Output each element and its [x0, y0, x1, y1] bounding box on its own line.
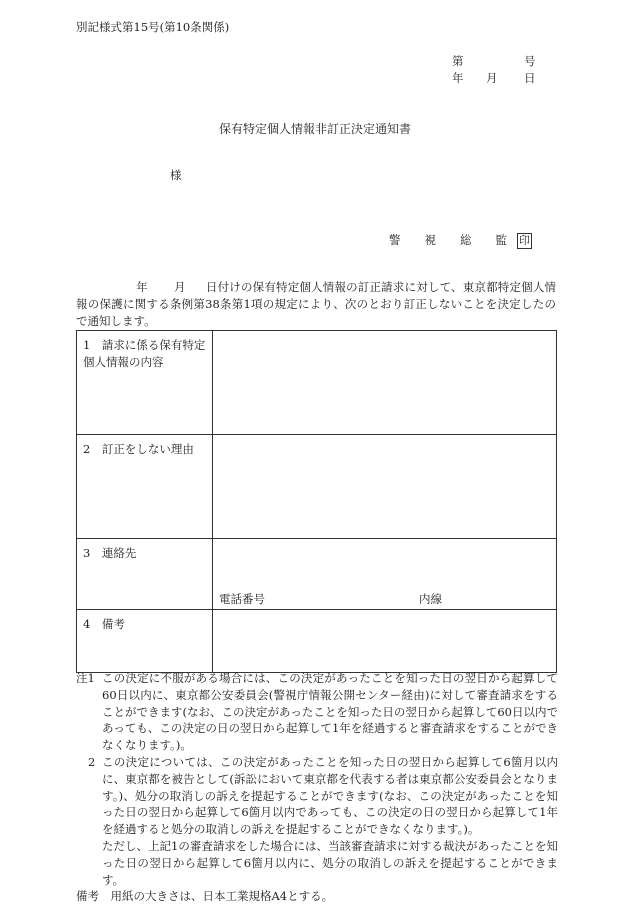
contact-cell — [213, 539, 557, 610]
row-label-reason: 2 訂正をしない理由 — [77, 435, 213, 539]
note-text: ただし、上記1の審査請求をした場合には、当該審査請求に対する裁決があったことを知った日の翌日から起算して6箇月以内に、処分の取消しの訴えを提起することができます。 — [102, 838, 558, 887]
note-item — [76, 838, 558, 888]
phone-label: 電話番号 — [219, 592, 265, 606]
issuer-char-2: 視 — [424, 233, 436, 247]
reason-cell — [213, 435, 557, 539]
paper-size-remark: 備考 用紙の大きさは、日本工業規格A4とする。 — [76, 889, 334, 904]
notice-body — [76, 279, 556, 330]
table-row — [77, 435, 557, 539]
date-day: 日 — [524, 71, 536, 85]
content-cell — [213, 331, 557, 435]
issuer-char-3: 総 — [460, 233, 472, 247]
table-row — [77, 610, 557, 673]
decision-table — [76, 330, 557, 673]
date-year: 年 — [452, 71, 464, 85]
seal-mark: 印 — [519, 234, 530, 247]
table-row — [77, 539, 557, 610]
addressee-suffix: 様 — [170, 168, 182, 182]
row-label-contact: 3 連絡先 — [77, 539, 213, 610]
body-year: 年 — [136, 280, 148, 294]
document-title: 保有特定個人情報非訂正決定通知書 — [218, 122, 411, 136]
body-text: 日付けの保有特定個人情報の訂正請求に対して、東京都特定個人情報の保護に関する条例第38条第1項の規定により、次のとおり訂正しないことを決定したので通知します。 — [76, 280, 557, 328]
date-month: 月 — [486, 71, 498, 85]
note-marker: 2 — [88, 754, 96, 769]
issuer-char-4: 監 — [495, 233, 507, 247]
issuer-char-1: 警 — [389, 233, 401, 247]
row-label-content: 1 請求に係る保有特定個人情報の内容 — [77, 331, 213, 435]
note-item — [76, 670, 558, 754]
table-row — [77, 331, 557, 435]
row-label-remarks: 4 備考 — [77, 610, 213, 673]
number-prefix: 第 — [452, 54, 464, 68]
body-month: 月 — [173, 280, 186, 294]
form-number: 別記様式第15号(第10条関係) — [76, 20, 230, 34]
extension-label: 内線 — [419, 592, 442, 606]
number-suffix: 号 — [524, 54, 536, 68]
notes — [76, 670, 558, 905]
note-text: この決定については、この決定があったことを知った日の翌日から起算して6箇月以内に、東京都を被告として(訴訟において東京都を代表する者は東京都公安委員会となります。)、処分の取消しの訴えを提起することができます(なお、この決定があったことを知った日の翌日から起算して6箇月以内であっても、この決定の日の翌日から起算して1年を経過すると処分の取消しの訴えを提起することができなくなります。)。 — [102, 754, 558, 837]
note-marker: 注1 — [76, 671, 95, 685]
issuer — [389, 232, 532, 249]
remarks-cell — [213, 610, 557, 673]
note-item — [76, 754, 558, 838]
note-text: この決定に不服がある場合には、この決定があったことを知った日の翌日から起算して60日以内に、東京都公安委員会(警視庁情報公開センター経由)に対して審査請求をすることができます(なお、この決定があったことを知った日の翌日から起算して60日以内であっても、この決定の日の翌日から起算して1年を経過すると審査請求をすることができなくなります。)。 — [102, 671, 559, 753]
